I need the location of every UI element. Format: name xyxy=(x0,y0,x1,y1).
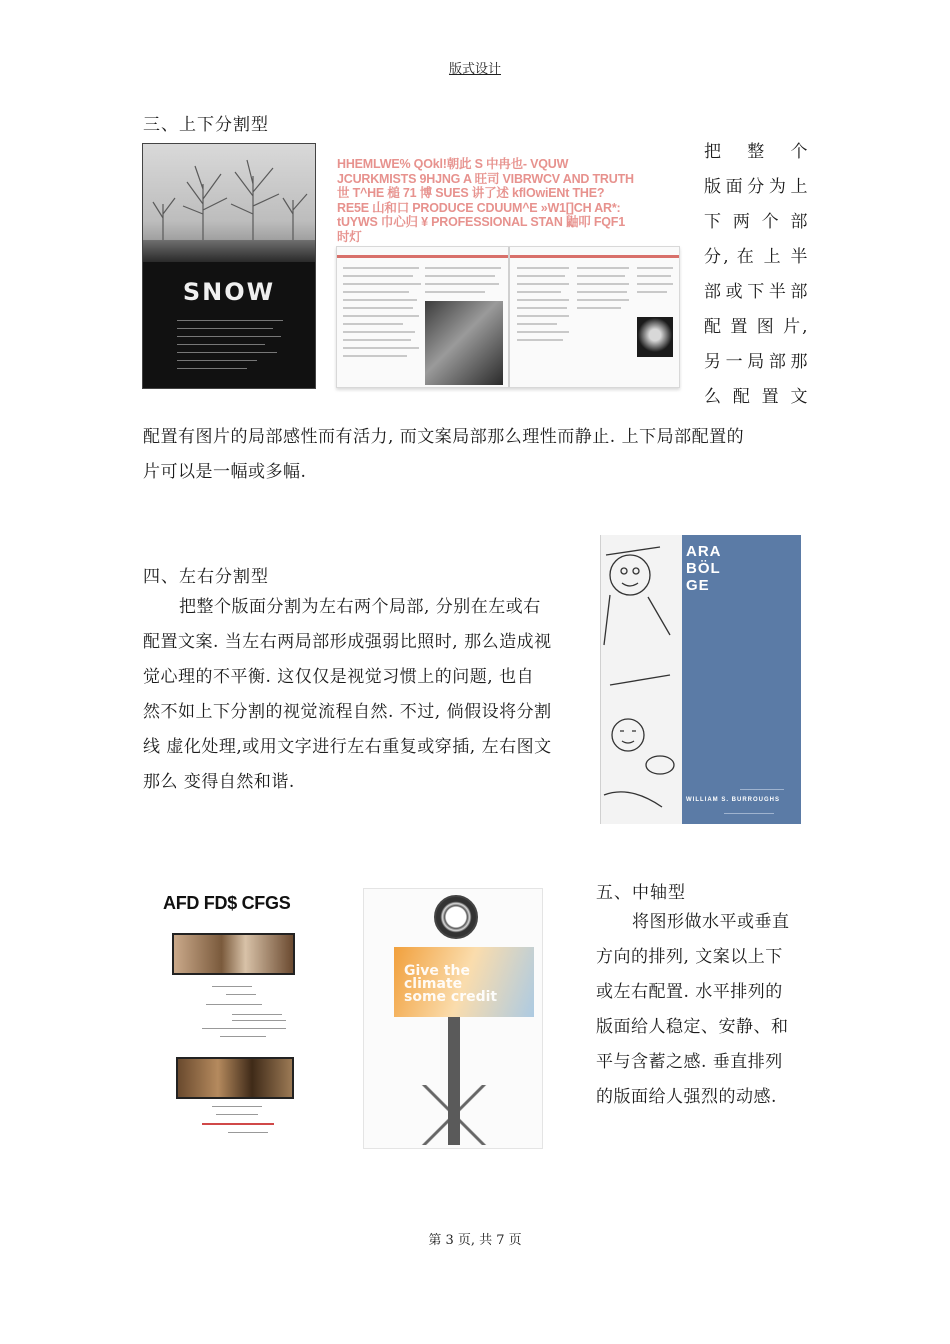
page-header-title: 版式设计 xyxy=(448,62,501,77)
layout-mock-title: AFD FD$ CFGS xyxy=(163,893,291,913)
climate-poster-image xyxy=(363,888,543,1149)
book-cover-author: WILLIAM S. BURROUGHS xyxy=(686,797,780,803)
layout-mock-photo-bottom xyxy=(176,1057,294,1099)
snow-poster-image xyxy=(142,143,316,389)
section4-heading: 四、左右分割型 xyxy=(143,567,269,587)
spread-headline-text: HHEMLWE% QOkl!朝此 S 中冉也- VQUW JCURKMISTS 9HJNG A 旺司 VIBRWCV AND TRUTH 世 T^HE 槌 71 博 SUES 讲了述 kflOwiENt THE? RE5E 山和口 PRODUCE CDUUM^E »W1[]CH AR*: tUYWS 巾心归 ¥ PROFESSIONAL STAN 鼬叩 FQF1 时灯 xyxy=(337,157,634,244)
book-cover-image xyxy=(600,535,801,824)
section5-body-text: 将图形做水平或垂直 方向的排列, 文案以上下 或左右配置. 水平排列的 版面给人稳定、安静、和 平与含蓄之感. 垂直排列 的版面给人强烈的动感. xyxy=(596,912,790,1107)
snow-poster-title: SNOW xyxy=(182,278,276,306)
layout-mock-photo-top xyxy=(172,933,295,975)
section5-heading: 五、中轴型 xyxy=(596,883,686,903)
section4-body-text: 把整个版面分割为左右两个局部, 分别在左或右 配置文案. 当左右两局部形成强弱比照时, 那么造成视 觉心理的不平衡. 这仅仅是视觉习惯上的问题, 也自 然不如上下分割的视觉流程自然. 不过, 倘假设将分割 线 虚化处理,或用文字进行左右重复或穿插, 左右图文 那么 变得自然和谐. xyxy=(143,597,552,792)
magazine-spread-image xyxy=(336,246,680,388)
book-cover-title: ARA BÖL GE xyxy=(686,543,722,594)
page-footer: 第 3 页, 共 7 页 xyxy=(428,1233,522,1248)
section3-heading: 三、上下分割型 xyxy=(143,115,269,135)
climate-poster-text: Give the climate some credit xyxy=(404,963,498,1005)
section3-body-text: 配置有图片的局部感性而有活力, 而文案局部那么理性而静止. 上下局部配置的 片可以是一幅或多幅. xyxy=(143,427,745,482)
section3-side-text: 把 整 个 版面分为上 下 两 个 部 分, 在 上 半 部或下半部 配 置 图 片, 另一局部那 么 配 置 文 xyxy=(704,142,808,407)
